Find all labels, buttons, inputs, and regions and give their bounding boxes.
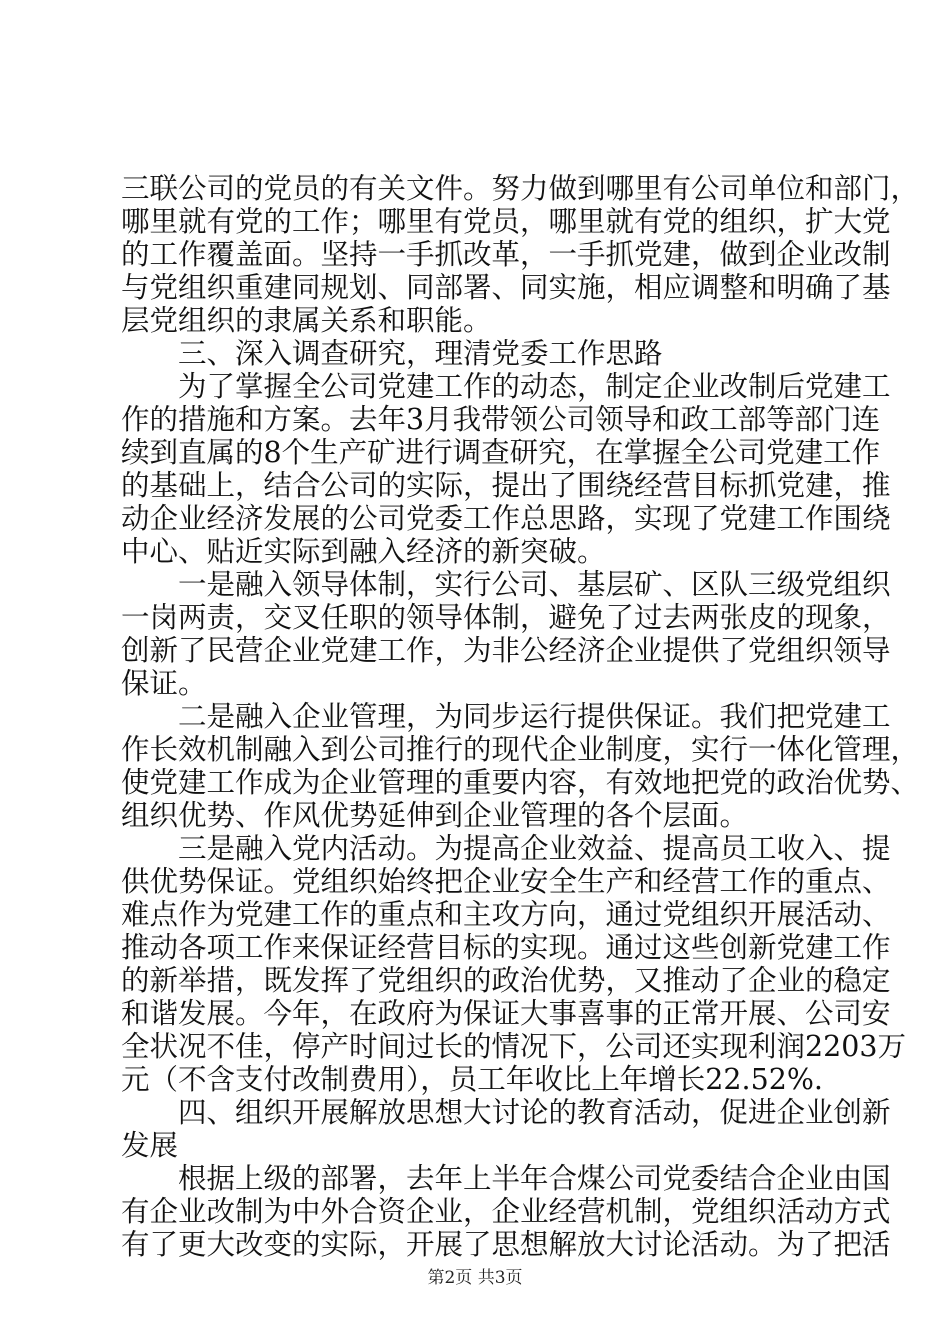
text-line: 根据上级的部署，去年上半年合煤公司党委结合企业由国 <box>178 1162 891 1195</box>
page-footer: 第2页 共3页 <box>427 1268 523 1288</box>
text-line: 四、组织开展解放思想大讨论的教育活动，促进企业创新 <box>178 1096 891 1129</box>
text-line: 的工作覆盖面。坚持一手抓改革，一手抓党建，做到企业改制 <box>121 238 891 271</box>
text-line: 发展 <box>121 1129 179 1162</box>
text-line: 三、深入调查研究，理清党委工作思路 <box>178 337 663 370</box>
text-line: 元（不含支付改制费用），员工年收比上年增长22.52%. <box>121 1063 823 1096</box>
text-line: 难点作为党建工作的重点和主攻方向，通过党组织开展活动、 <box>121 898 891 931</box>
text-line: 二是融入企业管理，为同步运行提供保证。我们把党建工 <box>178 700 891 733</box>
text-line: 供优势保证。党组织始终把企业安全生产和经营工作的重点、 <box>121 865 891 898</box>
text-line: 三联公司的党员的有关文件。努力做到哪里有公司单位和部门， <box>121 172 920 205</box>
text-line: 的新举措，既发挥了党组织的政治优势，又推动了企业的稳定 <box>121 964 891 997</box>
text-line: 组织优势、作风优势延伸到企业管理的各个层面。 <box>121 799 749 832</box>
document-body <box>121 172 920 1261</box>
text-line: 和谐发展。今年，在政府为保证大事喜事的正常开展、公司安 <box>121 997 891 1030</box>
text-line: 使党建工作成为企业管理的重要内容，有效地把党的政治优势、 <box>121 766 920 799</box>
text-line: 中心、贴近实际到融入经济的新突破。 <box>121 535 606 568</box>
text-line: 为了掌握全公司党建工作的动态，制定企业改制后党建工 <box>178 370 891 403</box>
text-line: 的基础上，结合公司的实际，提出了围绕经营目标抓党建，推 <box>121 469 891 502</box>
text-line: 一是融入领导体制，实行公司、基层矿、区队三级党组织 <box>178 568 891 601</box>
text-line: 层党组织的隶属关系和职能。 <box>121 304 492 337</box>
text-line: 保证。 <box>121 667 207 700</box>
text-line: 全状况不佳，停产时间过长的情况下，公司还实现利润2203万 <box>121 1030 907 1063</box>
text-line: 与党组织重建同规划、同部署、同实施，相应调整和明确了基 <box>121 271 891 304</box>
text-line: 有企业改制为中外合资企业，企业经营机制，党组织活动方式 <box>121 1195 891 1228</box>
text-line: 作的措施和方案。去年3月我带领公司领导和政工部等部门连 <box>121 403 881 436</box>
text-line: 哪里就有党的工作；哪里有党员，哪里就有党的组织，扩大党 <box>121 205 891 238</box>
text-line: 创新了民营企业党建工作，为非公经济企业提供了党组织领导 <box>121 634 891 667</box>
text-line: 续到直属的8个生产矿进行调查研究，在掌握全公司党建工作 <box>121 436 881 469</box>
text-line: 有了更大改变的实际，开展了思想解放大讨论活动。为了把活 <box>121 1228 891 1261</box>
text-line: 作长效机制融入到公司推行的现代企业制度，实行一体化管理， <box>121 733 920 766</box>
text-line: 三是融入党内活动。为提高企业效益、提高员工收入、提 <box>178 832 891 865</box>
text-line: 一岗两责，交叉任职的领导体制，避免了过去两张皮的现象， <box>121 601 891 634</box>
text-line: 动企业经济发展的公司党委工作总思路，实现了党建工作围绕 <box>121 502 891 535</box>
text-line: 推动各项工作来保证经营目标的实现。通过这些创新党建工作 <box>121 931 891 964</box>
